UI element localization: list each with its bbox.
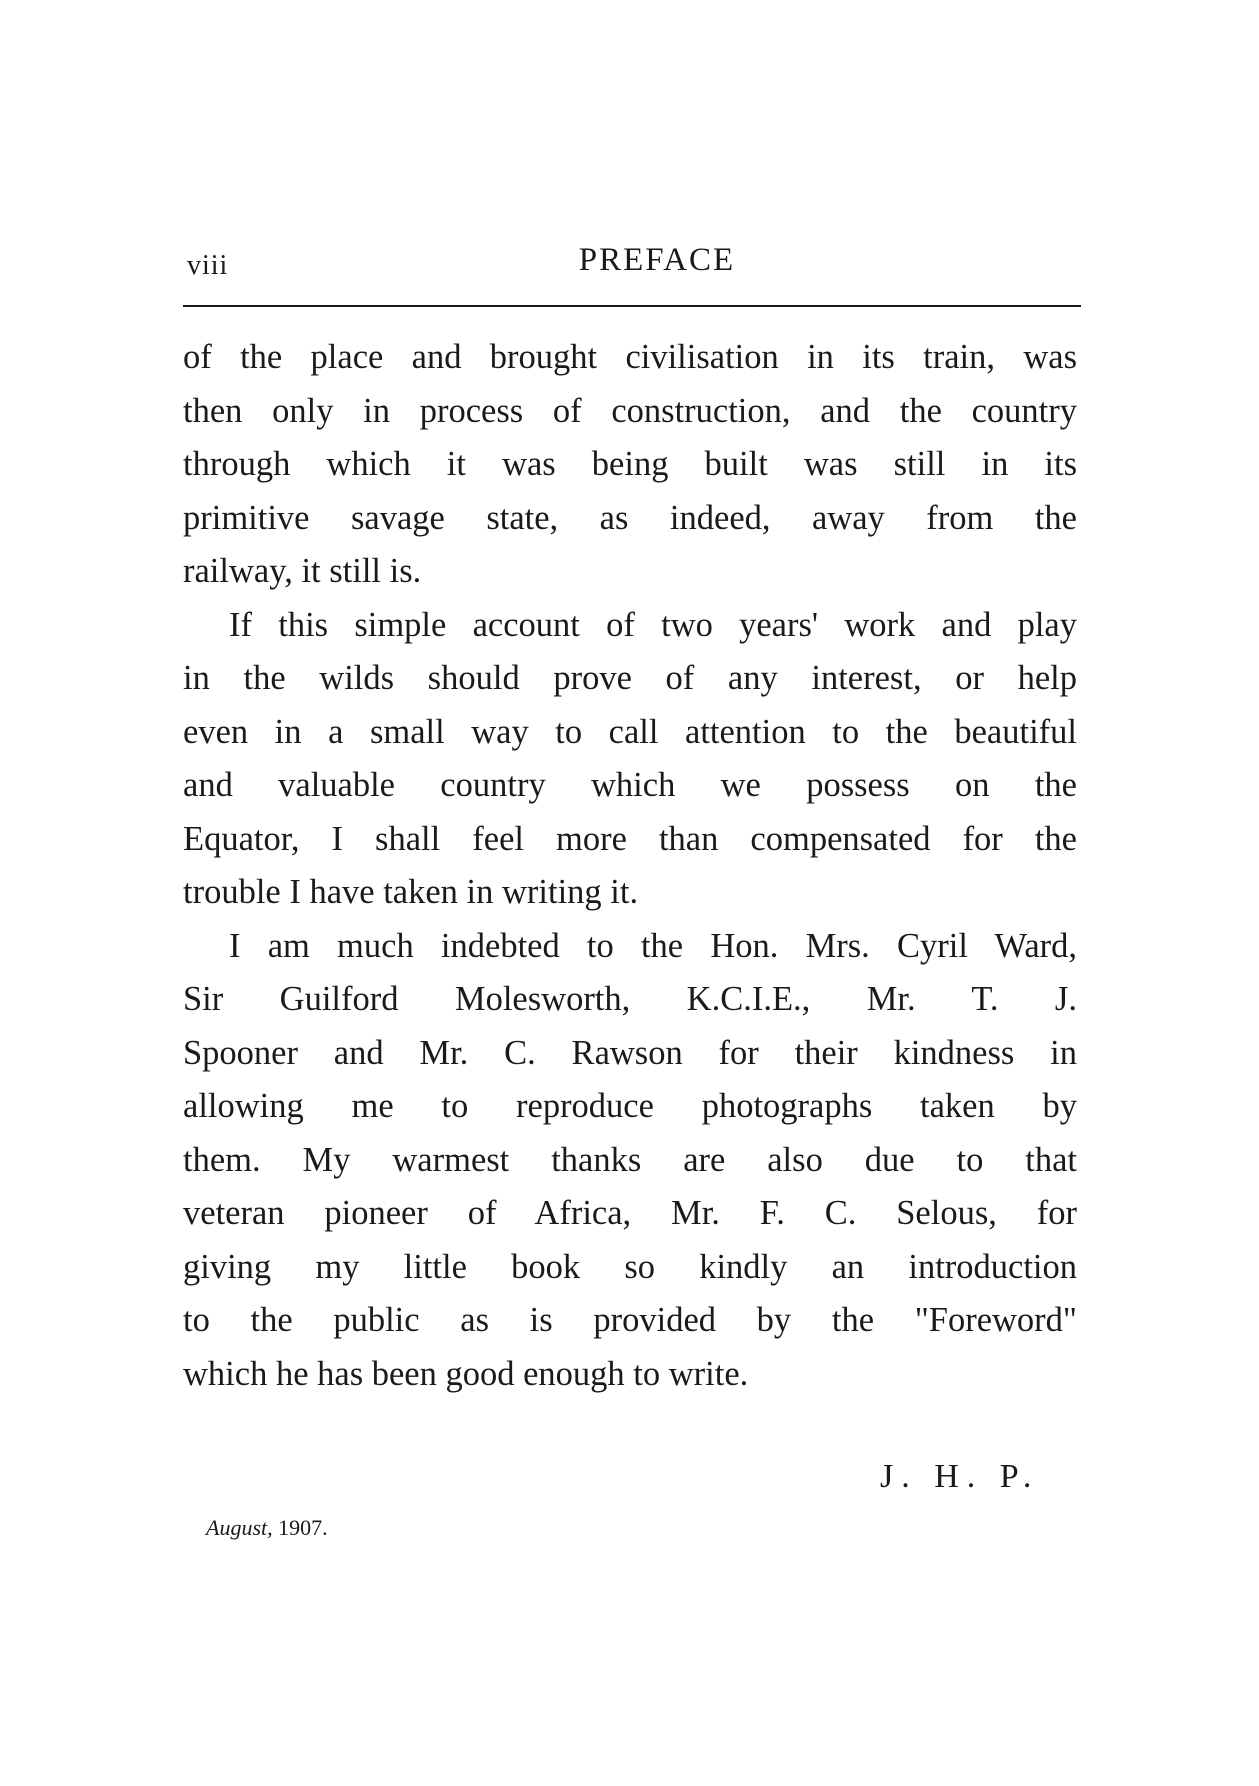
text-line: of the place and brought civilisation in its train, was bbox=[183, 338, 1077, 376]
date-year: 1907. bbox=[278, 1515, 328, 1540]
text-line: veteran pioneer of Africa, Mr. F. C. Selous, for bbox=[183, 1194, 1077, 1232]
text-line: Sir Guilford Molesworth, K.C.I.E., Mr. T. J. bbox=[183, 980, 1077, 1018]
text-line: Equator, I shall feel more than compensated for the bbox=[183, 819, 1077, 858]
text-line: allowing me to reproduce photographs taken by bbox=[183, 1087, 1077, 1125]
text-line: through which it was being built was still in its bbox=[183, 445, 1077, 483]
text-line: I am much indebted to the Hon. Mrs. Cyril Ward, bbox=[229, 926, 1077, 965]
text-line: primitive savage state, as indeed, away from the bbox=[183, 498, 1077, 537]
text-line: Spooner and Mr. C. Rawson for their kindness in bbox=[183, 1033, 1077, 1072]
text-line: railway, it still is. bbox=[183, 552, 422, 590]
text-line: giving my little book so kindly an introduction bbox=[183, 1247, 1077, 1286]
paragraph-account bbox=[183, 599, 1077, 920]
preface-body bbox=[183, 331, 1077, 1401]
text-line: even in a small way to call attention to the beautiful bbox=[183, 712, 1077, 751]
page-number: viii bbox=[187, 250, 229, 281]
running-head: PREFACE bbox=[578, 242, 736, 278]
paragraph-acknowledgements bbox=[183, 920, 1077, 1402]
date-month: August, bbox=[206, 1515, 273, 1540]
text-line: to the public as is provided by the "Foreword" bbox=[183, 1301, 1077, 1339]
text-line: in the wilds should prove of any interest, or help bbox=[183, 659, 1077, 697]
header-rule bbox=[183, 305, 1081, 307]
paragraph-continued bbox=[183, 331, 1077, 599]
author-initials: J. H. P. bbox=[880, 1458, 1040, 1495]
text-line: them. My warmest thanks are also due to that bbox=[183, 1140, 1077, 1179]
text-line: then only in process of construction, and the country bbox=[183, 391, 1077, 430]
text-line: and valuable country which we possess on the bbox=[183, 766, 1077, 804]
page-header bbox=[183, 240, 1081, 290]
text-line: trouble I have taken in writing it. bbox=[183, 873, 639, 911]
dateline bbox=[206, 1515, 328, 1541]
text-line: which he has been good enough to write. bbox=[183, 1354, 749, 1393]
text-line: If this simple account of two years' work and play bbox=[229, 605, 1077, 644]
